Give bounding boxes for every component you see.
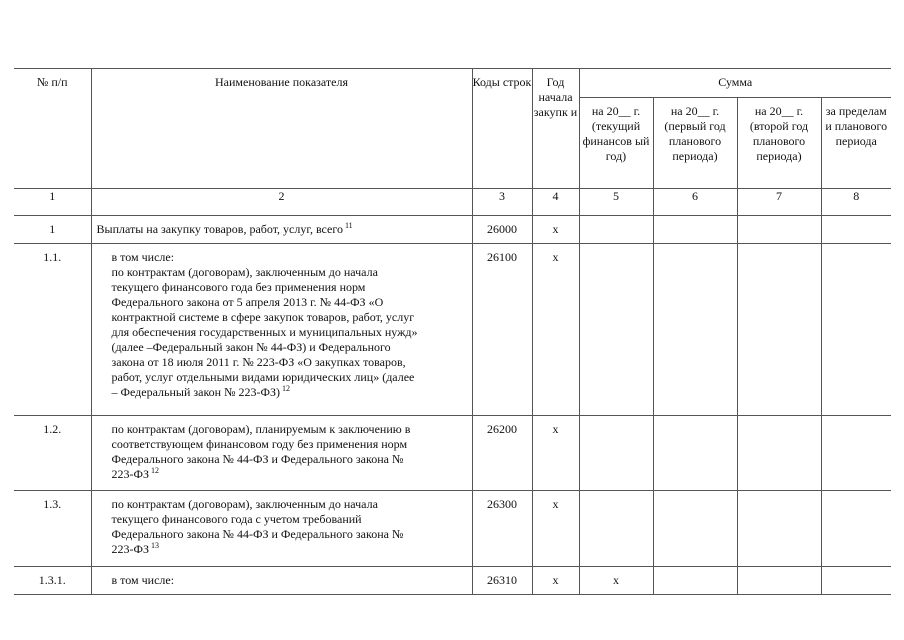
row-value-beyond xyxy=(821,567,891,595)
row-name-line: в том числе: xyxy=(111,250,175,264)
row-name-line: в том числе: xyxy=(111,573,175,587)
table-row xyxy=(14,244,891,416)
row-value-second-plan xyxy=(737,416,821,491)
column-number: 4 xyxy=(532,189,579,216)
row-code: 26100 xyxy=(472,244,532,416)
row-name-line: 223-ФЗ xyxy=(111,467,149,481)
footnote-ref: 12 xyxy=(151,466,159,475)
header-year-current: на 20__ г. (текущий финансов ый год) xyxy=(579,98,653,189)
row-year: x xyxy=(532,244,579,416)
row-name-line: по контрактам (договорам), заключенным до начала xyxy=(111,497,378,511)
row-name xyxy=(91,216,472,244)
row-value-current xyxy=(579,216,653,244)
footnote-ref: 11 xyxy=(344,221,353,230)
row-name-line: закона от 18 июля 2011 г. № 223-ФЗ «О закупках товаров, xyxy=(111,355,406,369)
row-year: x xyxy=(532,216,579,244)
table-row xyxy=(14,567,891,595)
row-value-current xyxy=(579,244,653,416)
row-number: 1.3. xyxy=(14,491,91,567)
header-codes: Коды строк xyxy=(472,69,532,189)
row-year: x xyxy=(532,567,579,595)
row-value-first-plan xyxy=(653,567,737,595)
row-number: 1 xyxy=(14,216,91,244)
header-name: Наименование показателя xyxy=(91,69,472,189)
header-sum: Сумма xyxy=(579,69,891,98)
header-row xyxy=(14,69,891,98)
row-value-current xyxy=(579,416,653,491)
row-name xyxy=(91,244,472,416)
row-name-line: Выплаты на закупку товаров, работ, услуг, всего xyxy=(96,222,343,236)
row-name xyxy=(91,416,472,491)
row-value-first-plan xyxy=(653,216,737,244)
row-number: 1.2. xyxy=(14,416,91,491)
row-value-first-plan xyxy=(653,416,737,491)
header-year: Год начала закупк и xyxy=(532,69,579,189)
row-name-line: – Федеральный закон № 223-ФЗ) xyxy=(111,385,281,399)
row-year: x xyxy=(532,491,579,567)
row-year: x xyxy=(532,416,579,491)
row-value-first-plan xyxy=(653,244,737,416)
row-value-beyond xyxy=(821,216,891,244)
row-name xyxy=(91,567,472,595)
row-name-line: текущего финансового года без применения норм xyxy=(111,280,366,294)
row-name-line: по контрактам (договорам), заключенным до начала xyxy=(111,265,378,279)
header-year-second-plan: на 20__ г. (второй год планового периода) xyxy=(737,98,821,189)
row-name-line: Федерального закона от 5 апреля 2013 г. № 44-ФЗ «О xyxy=(111,295,384,309)
table-row xyxy=(14,416,891,491)
row-name-line: соответствующем финансовом году без применения норм xyxy=(111,437,408,451)
row-value-second-plan xyxy=(737,216,821,244)
row-value-beyond xyxy=(821,416,891,491)
column-numbers-row xyxy=(14,189,891,216)
row-name-line: по контрактам (договорам), планируемым к заключению в xyxy=(111,422,411,436)
row-name xyxy=(91,491,472,567)
row-name-line: Федерального закона № 44-ФЗ и Федерального закона № xyxy=(111,452,404,466)
column-number: 6 xyxy=(653,189,737,216)
row-value-second-plan xyxy=(737,567,821,595)
row-code: 26300 xyxy=(472,491,532,567)
expenditure-table xyxy=(14,68,891,595)
header-beyond-plan: за пределам и планового периода xyxy=(821,98,891,189)
column-number: 2 xyxy=(91,189,472,216)
row-name-line: работ, услуг отдельными видами юридических лиц» (далее xyxy=(111,370,415,384)
row-value-beyond xyxy=(821,244,891,416)
row-number: 1.3.1. xyxy=(14,567,91,595)
column-number: 5 xyxy=(579,189,653,216)
column-number: 3 xyxy=(472,189,532,216)
row-code: 26310 xyxy=(472,567,532,595)
footnote-ref: 12 xyxy=(282,384,291,393)
row-name-line: для обеспечения государственных и муниципальных нужд» xyxy=(111,325,418,339)
row-value-current: x xyxy=(579,567,653,595)
row-name-line: 223-ФЗ xyxy=(111,542,149,556)
column-number: 7 xyxy=(737,189,821,216)
row-value-beyond xyxy=(821,491,891,567)
row-name-line: контрактной системе в сфере закупок товаров, работ, услуг xyxy=(111,310,415,324)
row-name-line: текущего финансового года с учетом требований xyxy=(111,512,362,526)
header-year-first-plan: на 20__ г. (первый год планового периода) xyxy=(653,98,737,189)
column-number: 8 xyxy=(821,189,891,216)
column-number: 1 xyxy=(14,189,91,216)
row-number: 1.1. xyxy=(14,244,91,416)
footnote-ref: 13 xyxy=(151,541,159,550)
table-row xyxy=(14,216,891,244)
row-value-second-plan xyxy=(737,244,821,416)
row-value-first-plan xyxy=(653,491,737,567)
header-num: № п/п xyxy=(14,69,91,189)
row-code: 26000 xyxy=(472,216,532,244)
row-code: 26200 xyxy=(472,416,532,491)
row-value-current xyxy=(579,491,653,567)
row-value-second-plan xyxy=(737,491,821,567)
row-name-line: (далее –Федеральный закон № 44-ФЗ) и Федерального xyxy=(111,340,391,354)
table-row xyxy=(14,491,891,567)
row-name-line: Федерального закона № 44-ФЗ и Федерального закона № xyxy=(111,527,404,541)
